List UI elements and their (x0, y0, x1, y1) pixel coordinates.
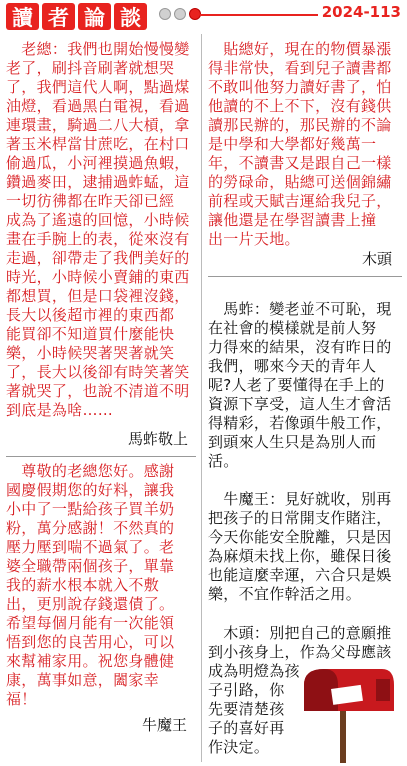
text-line: 小中了一點給孩子買羊奶 (6, 500, 175, 518)
text-line: 長大以後超市裡的東西都 (6, 306, 175, 324)
text-line: 國慶假期您的好料，讓我 (6, 481, 175, 499)
text-line: 著玉米桿當甘蔗吃，在村口 (6, 135, 190, 153)
text-line: 時光，小時候小賣鋪的東西 (6, 268, 190, 286)
text-line: 資源下享受，這人生才會活 (208, 395, 392, 413)
text-line: 到頭來人生只是為別人而 (208, 433, 377, 451)
text-line: 鑽過麥田，逮捕過蚱蜢，這 (6, 173, 190, 191)
text-line: 在社會的模樣就是前人努 (208, 319, 377, 337)
mailbox-icon (296, 665, 402, 763)
text-line: 著就哭了，也說不清道不明 (6, 382, 190, 400)
issue-number: 2024-113 (321, 3, 401, 21)
text-line: 了，長大以後卻有時笑著笑 (6, 363, 190, 381)
text-line: 子引路，你 (208, 681, 285, 699)
text-line: 福！ (6, 690, 37, 708)
text-line: 不敢叫他努力讀好書了，怕 (208, 78, 392, 96)
text-line: 作決定。 (208, 738, 270, 756)
title-char: 讀 (6, 3, 39, 30)
text-line: 油燈，看過黑白電視，看過 (6, 97, 190, 115)
title-char: 談 (114, 3, 147, 30)
title-char: 論 (78, 3, 111, 30)
letter-lao-zong (6, 40, 190, 420)
title-char: 者 (42, 3, 75, 30)
text-line: 是中學和大學都好幾萬一 (208, 135, 377, 153)
reply-ma-zha (208, 300, 392, 471)
decorative-dots (159, 8, 201, 20)
text-line: 到小孩身上，作為父母應該 (208, 643, 392, 661)
dot-icon (159, 8, 171, 20)
page-header (0, 0, 407, 32)
text-line: 畫在手腕上的表，從來沒有 (6, 230, 190, 248)
text-line: 樂，不宜作幹活之用。 (208, 585, 362, 603)
text-line: 出，更別說存錢還債了。 (6, 595, 175, 613)
text-line: 貼總好，現在的物價暴漲 (208, 40, 392, 58)
text-line: 走過，卻帶走了我們美好的 (6, 249, 190, 267)
text-line: 為麻煩未找上你，雖保日後 (208, 547, 392, 565)
text-line: 尊敬的老總您好。感謝 (6, 462, 175, 480)
text-line: 得精彩，若像頭牛般工作， (208, 414, 392, 432)
text-line: 我們，哪來今天的青年人 (208, 357, 377, 375)
text-line: 壓力壓到喘不過氣了。老 (6, 538, 175, 556)
letter-niu-mo-wang (6, 462, 174, 709)
text-line: 成為了遙遠的回憶，小時候 (6, 211, 190, 229)
text-line: 婆全職帶兩個孩子，單靠 (6, 557, 175, 575)
text-line: 偷過瓜，小河裡摸過魚蝦， (6, 154, 190, 172)
header-rule (200, 14, 318, 16)
text-line: 粉，萬分感謝！不然真的 (6, 519, 175, 537)
text-line: 了，我們這代人啊，點過煤 (6, 78, 190, 96)
text-line: 老總：我們也開始慢慢變 (6, 40, 190, 58)
text-line: 康，萬事如意，闔家幸 (6, 671, 160, 689)
text-line: 連環畫，騎過二八大槓，拿 (6, 116, 190, 134)
text-line: 活。 (208, 452, 239, 470)
signature: 木頭 (362, 250, 393, 268)
text-line: 成為明燈為孩 (208, 662, 300, 680)
dot-icon (174, 8, 186, 20)
letter-tie-zong (208, 40, 392, 249)
text-line: 我的薪水根本就入不敷 (6, 576, 160, 594)
text-line: 子的喜好再 (208, 719, 285, 737)
text-line: 也能這麼幸運，六合只是娛 (208, 566, 392, 584)
text-line: 牛魔王：見好就收，別再 (208, 490, 392, 508)
divider (208, 276, 402, 277)
text-line: 馬蚱：變老並不可恥，現 (208, 300, 392, 318)
text-line: 出一片天地。 (208, 230, 300, 248)
text-line: 一切彷彿都在昨天卻已經 (6, 192, 175, 210)
text-line: 悟到您的良苦用心，可以 (6, 633, 175, 651)
text-line: 今天你能安全脫離，只是因 (208, 528, 392, 546)
text-line: 能買卻不知道買什麼能快 (6, 325, 175, 343)
text-line: 的勞碌命，貼總可送個錦繡 (208, 173, 392, 191)
text-line: 力得來的結果，沒有昨日的 (208, 338, 392, 356)
text-line: 樂，小時候哭著哭著就笑 (6, 344, 175, 362)
column-title (6, 3, 147, 30)
text-line: 讀那民辦的，那民辦的不論 (208, 116, 392, 134)
text-line: 他讀的不上不下，沒有錢供 (208, 97, 392, 115)
text-line: 把孩子的日常開支作賭注， (208, 509, 392, 527)
divider (6, 456, 196, 457)
text-line: 來幫補家用。祝您身體健 (6, 652, 175, 670)
text-line: 木頭：別把自己的意願推 (208, 624, 392, 642)
text-line: 都想買，但是口袋裡沒錢， (6, 287, 190, 305)
signature: 牛魔王 (142, 716, 188, 734)
text-line: 前程或天賦吉運給我兒子， (208, 192, 392, 210)
signature: 馬蚱敬上 (128, 430, 189, 448)
text-line: 得非常快，看到兒子讀書都 (208, 59, 392, 77)
reply-niu-mo-wang (208, 490, 392, 604)
text-line: 到底是為啥…… (6, 401, 114, 419)
text-line: 年，不讀書又是跟自己一樣 (208, 154, 392, 172)
text-line: 讓他還是在學習讀書上撞 (208, 211, 377, 229)
text-line: 希望每個月能有一次能領 (6, 614, 175, 632)
text-line: 呢?人老了要懂得在手上的 (208, 376, 385, 394)
text-line: 先要清楚孩 (208, 700, 285, 718)
text-line: 老了，刷抖音刷著就想哭 (6, 59, 175, 77)
column-divider (201, 34, 202, 762)
